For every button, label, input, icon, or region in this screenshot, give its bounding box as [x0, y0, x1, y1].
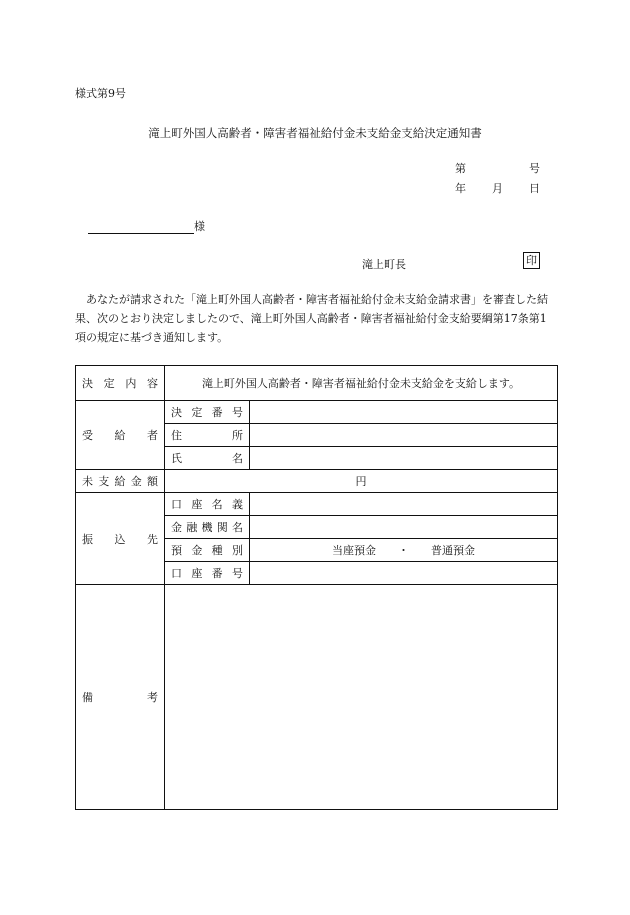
remarks-field[interactable] [165, 585, 558, 810]
account-name-label: 口座名義 [165, 493, 250, 516]
address-label: 住所 [165, 424, 250, 447]
recipient-label: 受給者 [76, 401, 165, 470]
date-day: 日 [529, 182, 540, 195]
account-number-field[interactable] [250, 562, 558, 585]
deposit-type-value[interactable]: 当座預金 ・ 普通預金 [250, 539, 558, 562]
deposit-type-label: 預金種別 [165, 539, 250, 562]
issuer-name: 滝上町長 [362, 258, 406, 271]
remarks-label: 備考 [76, 585, 165, 810]
account-name-field[interactable] [250, 493, 558, 516]
account-number-label: 口座番号 [165, 562, 250, 585]
bank-field[interactable] [250, 516, 558, 539]
amount-label: 未支給金額 [76, 470, 165, 493]
decision-number-field[interactable] [250, 401, 558, 424]
bank-label: 金融機関名 [165, 516, 250, 539]
addressee-blank-line [88, 222, 194, 234]
number-prefix: 第 [455, 162, 466, 175]
name-field[interactable] [250, 447, 558, 470]
date-line [455, 180, 540, 196]
address-field[interactable] [250, 424, 558, 447]
decision-number-label: 決定番号 [165, 401, 250, 424]
number-suffix: 号 [529, 162, 540, 175]
date-month: 月 [492, 182, 503, 195]
amount-field[interactable]: 円 [165, 470, 558, 493]
form-number: 様式第9号 [75, 87, 126, 100]
addressee-honorific: 様 [194, 220, 205, 233]
body-text: あなたが請求された「滝上町外国人高齢者・障害者福祉給付金未支給金請求書」を審査した結果、次のとおり決定しましたので、滝上町外国人高齢者・障害者福祉給付金支給要綱第17条第1項の規定に基づき通知します。 [75, 293, 548, 344]
notice-table [75, 365, 558, 810]
date-year: 年 [455, 182, 466, 195]
decision-label: 決定内容 [76, 366, 165, 401]
transfer-label: 振込先 [76, 493, 165, 585]
document-title: 滝上町外国人高齢者・障害者福祉給付金未支給金支給決定通知書 [148, 126, 482, 140]
document-number-line [455, 160, 540, 176]
decision-value: 滝上町外国人高齢者・障害者福祉給付金未支給金を支給します。 [165, 366, 558, 401]
seal-mark: 印 [523, 252, 540, 269]
name-label: 氏名 [165, 447, 250, 470]
addressee [88, 218, 208, 234]
